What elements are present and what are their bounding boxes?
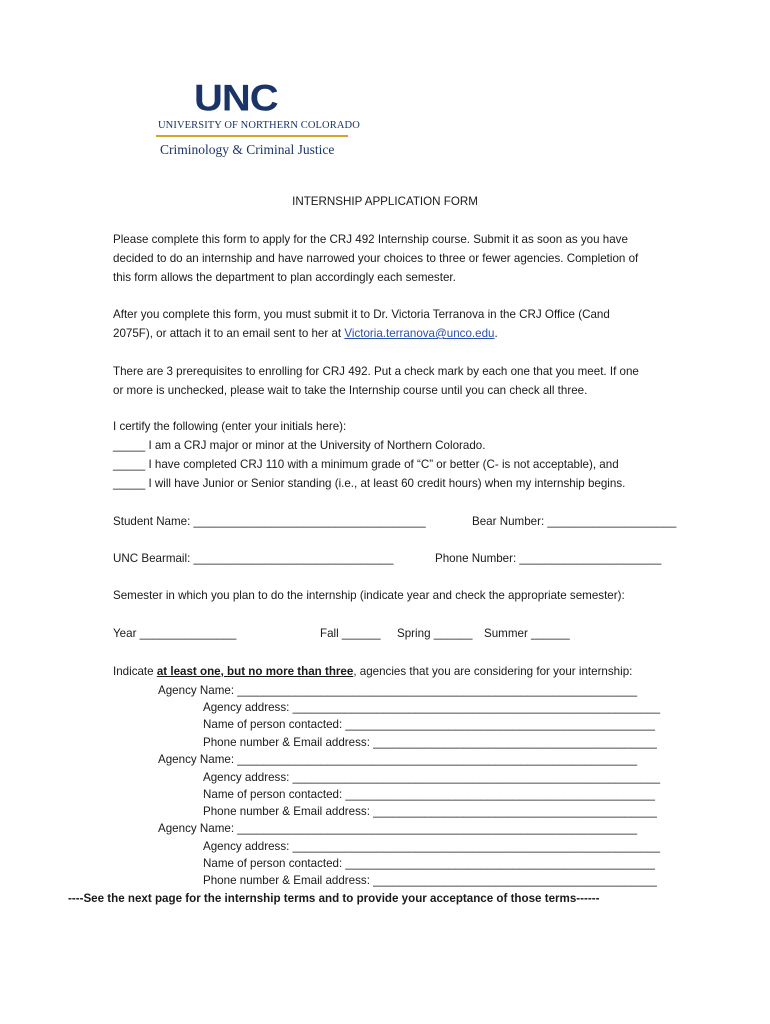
- certify-item-crj110[interactable]: _____ I have completed CRJ 110 with a minimum grade of “C” or better (C- is not acceptable), and: [113, 458, 619, 471]
- bear-number-field[interactable]: Bear Number: ____________________: [472, 515, 677, 528]
- next-page-note: ----See the next page for the internship terms and to provide your acceptance of those terms------: [68, 892, 600, 905]
- agency-1-name-field[interactable]: Agency Name: ______________________________________________________________: [158, 684, 638, 697]
- agency-1-contact-field[interactable]: Name of person contacted: ________________________________________________: [203, 718, 655, 731]
- year-field[interactable]: Year _______________: [113, 627, 237, 640]
- agency-1-address-field[interactable]: Agency address: _________________________________________________________: [203, 701, 661, 714]
- logo-university-name: UNIVERSITY OF NORTHERN COLORADO: [158, 120, 360, 131]
- student-name-field[interactable]: Student Name: ____________________________________: [113, 515, 426, 528]
- spring-field[interactable]: Spring ______: [397, 627, 473, 640]
- summer-field[interactable]: Summer ______: [484, 627, 570, 640]
- agency-3-name-field[interactable]: Agency Name: ______________________________________________________________: [158, 822, 638, 835]
- agencies-intro: [113, 664, 632, 679]
- agency-2-name-field[interactable]: Agency Name: ______________________________________________________________: [158, 753, 638, 766]
- agencies-intro-prefix: Indicate: [113, 665, 157, 678]
- email-link[interactable]: Victoria.terranova@unco.edu: [344, 327, 495, 340]
- agency-2-contact-field[interactable]: Name of person contacted: ________________________________________________: [203, 788, 655, 801]
- intro-line-2: decided to do an internship and have narrowed your choices to three or fewer agencies. Completion of: [113, 252, 639, 265]
- agencies-intro-suffix: , agencies that you are considering for your internship:: [353, 665, 633, 678]
- logo-gold-rule: [156, 135, 348, 137]
- intro-line-3: this form allows the department to plan accordingly each semester.: [113, 271, 456, 284]
- certify-item-major[interactable]: _____ I am a CRJ major or minor at the University of Northern Colorado.: [113, 439, 486, 452]
- bearmail-field[interactable]: UNC Bearmail: _______________________________: [113, 552, 394, 565]
- agency-1-phone-email-field[interactable]: Phone number & Email address: ____________________________________________: [203, 736, 657, 749]
- certify-item-standing[interactable]: _____ I will have Junior or Senior standing (i.e., at least 60 credit hours) when my internship begins.: [113, 477, 626, 490]
- logo-department-name: Criminology & Criminal Justice: [160, 142, 335, 157]
- agencies-intro-emphasis: at least one, but no more than three: [156, 665, 354, 678]
- agency-2-address-field[interactable]: Agency address: _________________________________________________________: [203, 771, 661, 784]
- fall-field[interactable]: Fall ______: [320, 627, 381, 640]
- phone-number-field[interactable]: Phone Number: ______________________: [435, 552, 662, 565]
- agency-3-contact-field[interactable]: Name of person contacted: ________________________________________________: [203, 857, 655, 870]
- prereq-line-1: There are 3 prerequisites to enrolling for CRJ 492. Put a check mark by each one that you meet. If one: [113, 365, 639, 378]
- agency-3-phone-email-field[interactable]: Phone number & Email address: ____________________________________________: [203, 874, 657, 887]
- semester-prompt: Semester in which you plan to do the internship (indicate year and check the appropriate semester):: [113, 589, 625, 602]
- unc-logo: [156, 78, 360, 162]
- agency-2-phone-email-field[interactable]: Phone number & Email address: ____________________________________________: [203, 805, 657, 818]
- prereq-line-2: or more is unchecked, please wait to take the Internship course until you can check all three.: [113, 384, 588, 397]
- submit-line-2-prefix: 2075F), or attach it to an email sent to her at: [113, 327, 345, 340]
- logo-unc-wordmark: UNC: [194, 78, 278, 119]
- submit-line-1: After you complete this form, you must submit it to Dr. Victoria Terranova in the CRJ Office (Cand: [113, 308, 610, 321]
- agency-3-address-field[interactable]: Agency address: _________________________________________________________: [203, 840, 661, 853]
- certify-heading: I certify the following (enter your initials here):: [113, 420, 347, 433]
- submit-line-2: [113, 326, 498, 341]
- form-title: INTERNSHIP APPLICATION FORM: [292, 195, 478, 208]
- intro-line-1: Please complete this form to apply for the CRJ 492 Internship course. Submit it as soon as you have: [113, 233, 628, 246]
- submit-line-2-suffix: .: [494, 327, 498, 340]
